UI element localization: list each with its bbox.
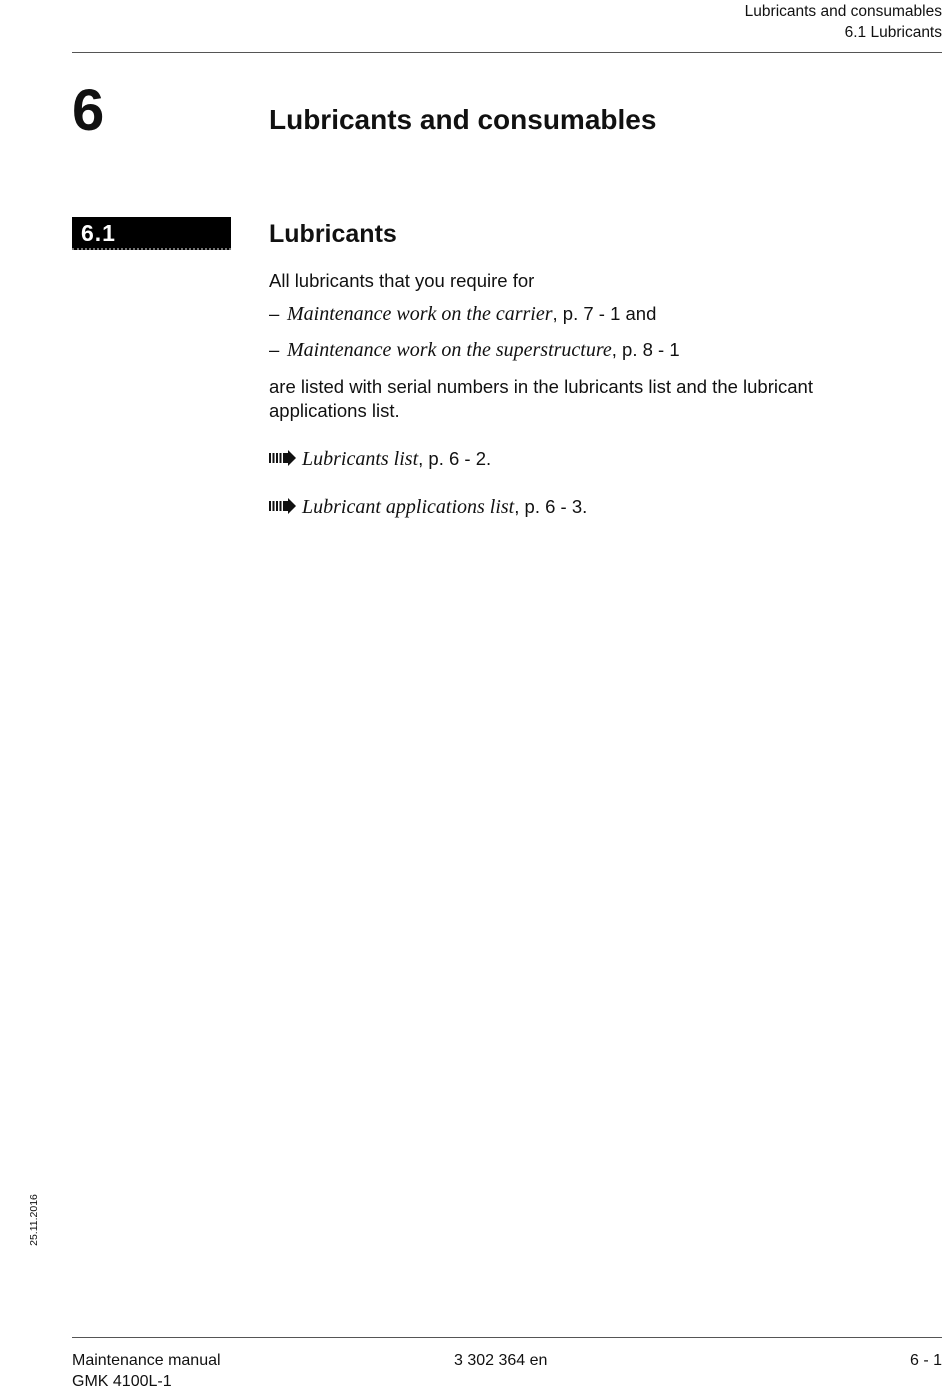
footer-manual-name: Maintenance manual (72, 1352, 221, 1369)
footer-model: GMK 4100L-1 (72, 1373, 172, 1390)
list-item (269, 302, 656, 326)
section-number: 6.1 (81, 220, 116, 246)
list-dash: – (269, 339, 280, 360)
cross-reference-arrow-icon (269, 450, 296, 466)
list-item-suffix: , p. 7 - 1 and (552, 303, 657, 324)
link-maintenance-carrier[interactable]: Maintenance work on the carrier (287, 303, 553, 325)
running-header-section: 6.1 Lubricants (844, 23, 942, 41)
section-title: Lubricants (269, 220, 397, 248)
link-lubricant-applications-list[interactable]: Lubricant applications list (302, 496, 515, 518)
list-dash: – (269, 303, 280, 324)
side-date: 25.11.2016 (28, 1194, 40, 1246)
link-maintenance-superstructure[interactable]: Maintenance work on the superstructure (287, 339, 612, 361)
footer-doc-number: 3 302 364 en (454, 1352, 548, 1369)
reference-suffix: , p. 6 - 2. (418, 448, 492, 469)
link-lubricants-list[interactable]: Lubricants list (302, 448, 419, 470)
footer-page-number: 6 - 1 (909, 1352, 942, 1369)
list-item-suffix: , p. 8 - 1 (611, 339, 680, 360)
chapter-number: 6 (72, 78, 105, 143)
header-divider (72, 52, 942, 53)
reference-line (269, 495, 587, 519)
footer-manual-info (72, 1350, 221, 1392)
cross-reference-arrow-icon (269, 498, 296, 514)
reference-suffix: , p. 6 - 3. (514, 496, 588, 517)
running-header (745, 2, 942, 43)
intro-text: All lubricants that you require for (269, 270, 535, 291)
list-item (269, 338, 680, 362)
running-header-chapter: Lubricants and consumables (744, 3, 942, 20)
reference-line (269, 447, 491, 471)
section-number-tag (72, 217, 231, 250)
chapter-title: Lubricants and consumables (269, 104, 657, 135)
continuation-text: are listed with serial numbers in the lubricants list and the lubricant applications list. (269, 376, 813, 421)
footer-divider (72, 1337, 942, 1338)
